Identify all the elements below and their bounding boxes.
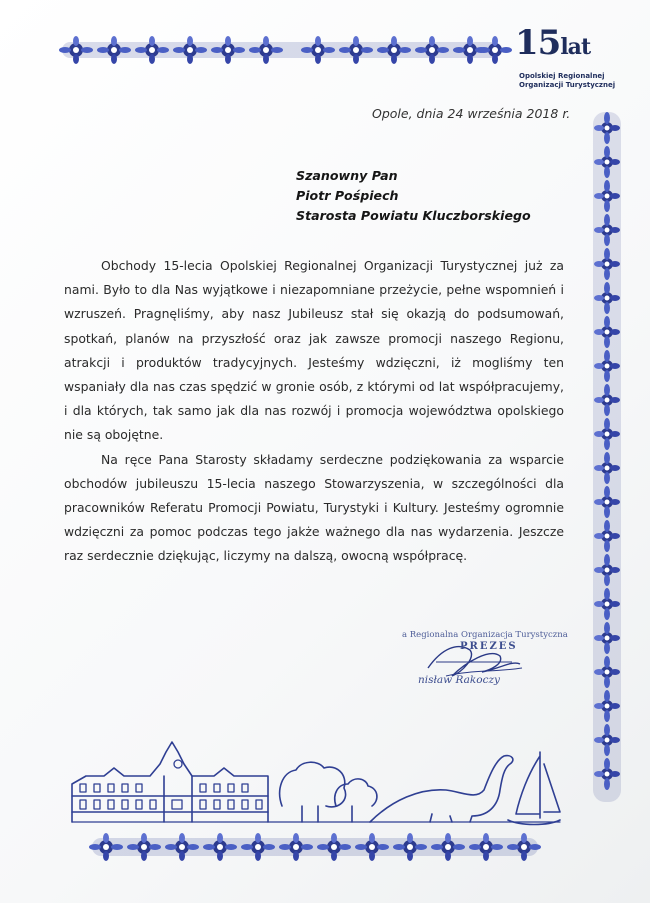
salutation: Szanowny Pan	[296, 168, 398, 183]
body-paragraph: Na ręce Pana Starosty składamy serdeczne podziękowania za wsparcie obchodów jubileuszu 15-lecia naszego Stowarzyszenia, w szczególności dla pracowników Referatu Promocji Powiatu, Turystyki i Kultury. Jesteśmy ogromnie wdzięczni za pomoc podczas tego jakże ważnego dla nas wydarzenia. Jeszcze raz serdecznie dziękując, liczymy na dalszą, owocną współpracę.	[64, 451, 564, 564]
body-paragraph: Obchody 15-lecia Opolskiej Regionalnej Organizacji Turystycznej już za nami. Było to dla Nas wyjątkowe i niezapomniane przeżycie, pełne wspomnień i wzruszeń. Pragnęliśmy, aby nasz Jubileusz stał się okazją do podsumowań, spotkań, planów na przyszłość oraz jak zawsze promocji naszego Regionu, atrakcji i produktów tradycyjnych. Jesteśmy wdzięczni, iż mogliśmy ten wspaniały dla nas czas spędzić w gronie osób, z którymi od lat współpracujemy, i dla których, tak samo jak dla nas rozwój i promocja województwa opolskiego nie są obojętne.	[64, 258, 564, 443]
recipient-block	[296, 166, 586, 226]
stamp-role: PREZES	[460, 641, 518, 652]
signatory-name: nisław Rakoczy	[418, 674, 500, 686]
top-ornament-band	[59, 36, 512, 64]
logo-caption: Opolskiej Regionalnej Organizacji Turystycznej	[519, 72, 616, 89]
letter-date: Opole, dnia 24 września 2018 r.	[372, 106, 571, 121]
right-ornament-band	[593, 112, 621, 802]
stamp-organization: a Regionalna Organizacja Turystyczna	[402, 630, 568, 640]
logo-number: 15lat	[515, 23, 591, 63]
signature-stamp	[390, 627, 590, 697]
recipient-name: Piotr Pośpiech	[296, 188, 399, 203]
letter-body	[64, 254, 564, 569]
landmarks-line-drawing	[72, 742, 560, 825]
bottom-ornament-band	[89, 833, 541, 861]
recipient-title: Starosta Powiatu Kluczborskiego	[296, 208, 531, 223]
org-logo	[515, 24, 633, 94]
